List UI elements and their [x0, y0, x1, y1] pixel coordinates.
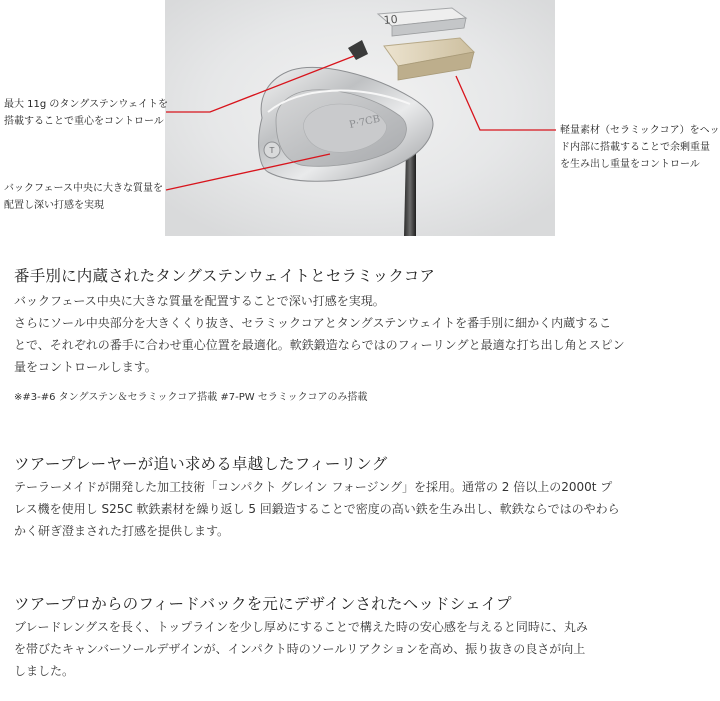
callout-backface-mass [4, 180, 163, 214]
callout-line: を生み出し重量をコントロール [560, 159, 700, 170]
hero-product-image [0, 0, 720, 236]
callout-line: バックフェース中央に大きな質量を [4, 183, 163, 194]
body-line: とで、それぞれの番手に合わせ重心位置を最適化。軟鉄鍛造ならではのフィーリングと最適な打ち出し角とスピン [14, 338, 625, 352]
body-line: テーラーメイドが開発した加工技術「コンパクト グレイン フォージング」を採用。通常の 2 倍以上の2000t プ [14, 480, 613, 494]
callout-line: ド内部に搭載することで余剰重量 [560, 142, 710, 153]
section-title-head-shape: ツアープロからのフィードバックを元にデザインされたヘッドシェイプ [14, 595, 512, 613]
section-body [14, 290, 706, 378]
body-line: を帯びたキャンバーソールデザインが、インパクト時のソールリアクションを高め、振り抜きの良さが向上 [14, 642, 586, 656]
callout-line: 配置し深い打感を実現 [4, 200, 104, 211]
section-title-tungsten-ceramic: 番手別に内蔵されたタングステンウェイトとセラミックコア [14, 267, 436, 285]
svg-text:10: 10 [383, 12, 399, 27]
callout-line: 最大 11g のタングステンウェイトを [4, 99, 169, 110]
body-line: ブレードレングスを長く、トップラインを少し厚めにすることで構えた時の安心感を与えると同時に、丸み [14, 620, 588, 634]
callout-tungsten-weight [4, 96, 168, 130]
section-body [14, 476, 706, 542]
body-line: バックフェース中央に大きな質量を配置することで深い打感を実現。 [14, 294, 385, 308]
svg-text:P·7CB: P·7CB [348, 113, 382, 131]
body-line: 量をコントロールします。 [14, 360, 157, 374]
svg-text:T: T [269, 146, 275, 155]
body-line: しました。 [14, 664, 75, 678]
spec-note: ※#3-#6 タングステン＆セラミックコア搭載 #7-PW セラミックコアのみ搭載 [14, 392, 368, 403]
section-body [14, 616, 706, 682]
callout-ceramic-core [560, 122, 720, 173]
body-line: さらにソール中央部分を大きくくり抜き、セラミックコアとタングステンウェイトを番手別に細かく内蔵するこ [14, 316, 612, 330]
section-title-feeling: ツアープレーヤーが追い求める卓越したフィーリング [14, 455, 388, 473]
callout-line: 軽量素材（セラミックコア）をヘッ [560, 125, 720, 136]
callout-line: 搭載することで重心をコントロール [4, 116, 164, 127]
body-line: かく研ぎ澄まされた打感を提供します。 [14, 524, 230, 538]
body-line: レス機を使用し S25C 軟鉄素材を繰り返し 5 回鍛造することで密度の高い鉄を生み出し、軟鉄ならではのやわら [14, 502, 620, 516]
